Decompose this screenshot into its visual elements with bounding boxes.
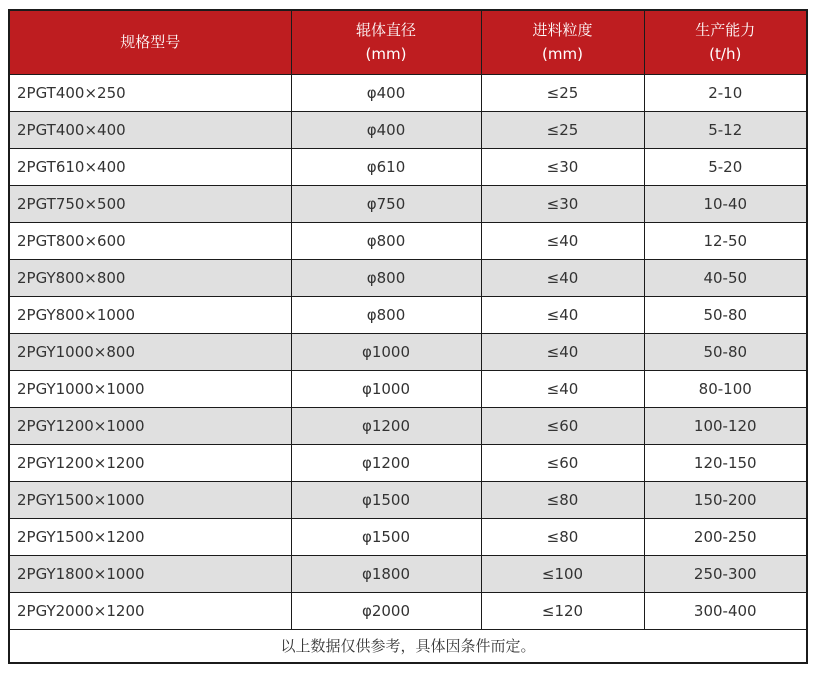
table-row — [9, 370, 807, 407]
model-cell: 2PGY1200×1000 — [9, 407, 291, 444]
model-cell: 2PGT750×500 — [9, 185, 291, 222]
model-cell: 2PGT610×400 — [9, 148, 291, 185]
diameter-cell: φ1800 — [291, 555, 481, 592]
diameter-cell: φ1200 — [291, 444, 481, 481]
table-row — [9, 407, 807, 444]
table-footer-row — [9, 629, 807, 663]
diameter-cell: φ800 — [291, 296, 481, 333]
table-row — [9, 592, 807, 629]
model-cell: 2PGY1200×1200 — [9, 444, 291, 481]
model-cell: 2PGT800×600 — [9, 222, 291, 259]
feed-size-cell: ≤80 — [481, 481, 644, 518]
capacity-cell: 80-100 — [644, 370, 807, 407]
diameter-cell: φ400 — [291, 74, 481, 111]
table-body — [9, 74, 807, 629]
feed-size-cell: ≤80 — [481, 518, 644, 555]
table-row — [9, 296, 807, 333]
feed-size-cell: ≤120 — [481, 592, 644, 629]
feed-size-cell: ≤40 — [481, 222, 644, 259]
feed-size-cell: ≤30 — [481, 185, 644, 222]
diameter-cell: φ610 — [291, 148, 481, 185]
feed-size-cell: ≤100 — [481, 555, 644, 592]
table-row — [9, 333, 807, 370]
footer-note: 以上数据仅供参考，具体因条件而定。 — [9, 629, 807, 663]
table-row — [9, 185, 807, 222]
capacity-cell: 10-40 — [644, 185, 807, 222]
table-header-row — [9, 10, 807, 74]
col-header-feed-size-title: 进料粒度 — [532, 21, 593, 40]
table-row — [9, 444, 807, 481]
feed-size-cell: ≤40 — [481, 333, 644, 370]
capacity-cell: 100-120 — [644, 407, 807, 444]
model-cell: 2PGY1000×800 — [9, 333, 291, 370]
col-header-feed-size-unit: (mm) — [542, 45, 583, 64]
model-cell: 2PGY1000×1000 — [9, 370, 291, 407]
col-header-diameter-unit: (mm) — [365, 45, 407, 64]
feed-size-cell: ≤40 — [481, 370, 644, 407]
model-cell: 2PGY1500×1000 — [9, 481, 291, 518]
capacity-cell: 150-200 — [644, 481, 807, 518]
col-header-capacity — [644, 10, 807, 74]
table-row — [9, 518, 807, 555]
table-row — [9, 74, 807, 111]
feed-size-cell: ≤60 — [481, 444, 644, 481]
feed-size-cell: ≤25 — [481, 111, 644, 148]
table-row — [9, 148, 807, 185]
table-row — [9, 222, 807, 259]
capacity-cell: 5-20 — [644, 148, 807, 185]
capacity-cell: 200-250 — [644, 518, 807, 555]
feed-size-cell: ≤25 — [481, 74, 644, 111]
col-header-model — [9, 10, 291, 74]
capacity-cell: 12-50 — [644, 222, 807, 259]
model-cell: 2PGT400×250 — [9, 74, 291, 111]
capacity-cell: 5-12 — [644, 111, 807, 148]
table-row — [9, 481, 807, 518]
diameter-cell: φ400 — [291, 111, 481, 148]
table-row — [9, 111, 807, 148]
col-header-feed-size — [481, 10, 644, 74]
diameter-cell: φ1200 — [291, 407, 481, 444]
capacity-cell: 120-150 — [644, 444, 807, 481]
diameter-cell: φ1000 — [291, 370, 481, 407]
table-row — [9, 555, 807, 592]
model-cell: 2PGY1800×1000 — [9, 555, 291, 592]
feed-size-cell: ≤40 — [481, 296, 644, 333]
model-cell: 2PGY800×1000 — [9, 296, 291, 333]
capacity-cell: 40-50 — [644, 259, 807, 296]
capacity-cell: 50-80 — [644, 296, 807, 333]
capacity-cell: 300-400 — [644, 592, 807, 629]
diameter-cell: φ800 — [291, 259, 481, 296]
capacity-cell: 50-80 — [644, 333, 807, 370]
capacity-cell: 2-10 — [644, 74, 807, 111]
model-cell: 2PGY2000×1200 — [9, 592, 291, 629]
spec-table — [8, 9, 808, 664]
diameter-cell: φ1500 — [291, 518, 481, 555]
col-header-diameter — [291, 10, 481, 74]
table-row — [9, 259, 807, 296]
diameter-cell: φ2000 — [291, 592, 481, 629]
diameter-cell: φ1000 — [291, 333, 481, 370]
col-header-capacity-title: 生产能力 — [695, 21, 756, 40]
feed-size-cell: ≤60 — [481, 407, 644, 444]
diameter-cell: φ750 — [291, 185, 481, 222]
col-header-capacity-unit: (t/h) — [709, 45, 742, 64]
model-cell: 2PGT400×400 — [9, 111, 291, 148]
feed-size-cell: ≤40 — [481, 259, 644, 296]
col-header-model-title: 规格型号 — [120, 33, 181, 52]
diameter-cell: φ1500 — [291, 481, 481, 518]
feed-size-cell: ≤30 — [481, 148, 644, 185]
model-cell: 2PGY800×800 — [9, 259, 291, 296]
col-header-diameter-title: 辊体直径 — [355, 21, 416, 40]
diameter-cell: φ800 — [291, 222, 481, 259]
model-cell: 2PGY1500×1200 — [9, 518, 291, 555]
capacity-cell: 250-300 — [644, 555, 807, 592]
